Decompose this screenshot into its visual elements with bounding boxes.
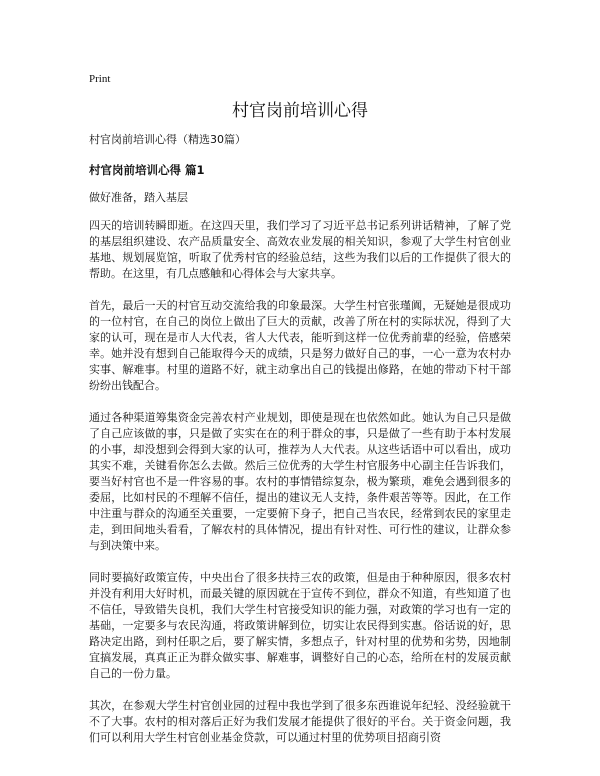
paragraph: 通过各种渠道筹集资金完善农村产业规划，即使是现在也依然如此。她认为自己只是做了自己应该做的事，只是做了实实在在的利于群众的事，只是做了一些有助于本村发展的小事，却没想到会得到大家的认可，推荐为人大代表。从这些话语中可以看出，成功其实不难，关键看你怎么去做。然后三位优秀的大学生村官服务中心副主任告诉我们，要当好村官也不是一件容易的事。农村的事情错综复杂，极为繁琐，难免会遇到很多的委屈，比如村民的不理解不信任，提出的建议无人支持，条件艰苦等等。因此，在工作中注重与群众的沟通至关重要，一定要俯下身子，把自己当农民，经常到农民的家里走走，到田间地头看看，了解农村的具体情况，提出有针对性、可行性的建议，让群众参与到决策中来。: [89, 411, 511, 552]
paragraph: 同时要搞好政策宣传，中央出台了很多扶持三农的政策，但是由于种种原因，很多农村并没有利用大好时机，而最关键的原因就在于宣传不到位，群众不知道，有些知道了也不信任，导致错失良机，我们大学生村官接受知识的能力强，对政策的学习也有一定的基础，一定要多与农民沟通，将政策讲解到位，切实让农民得到实惠。俗话说的好，思路决定出路，到村任职之后，要了解实情，多想点子，针对村里的优势和劣势，因地制宜搞发展，真真正正为群众做实事、解难事，调整好自己的心态，给所在村的发展贡献自己的一份力量。: [89, 571, 511, 680]
paragraph: 其次，在参观大学生村官创业园的过程中我也学到了很多东西谁说年纪轻、没经验就干不了大事。农村的相对落后正好为我们发展才能提供了很好的平台。关于资金问题，我们可以利用大学生村官创业基金贷款，可以通过村里的优势项目招商引资: [89, 699, 511, 744]
lead-line: 做好准备，踏入基层: [89, 191, 188, 204]
document-title: 村官岗前培训心得: [232, 101, 368, 121]
paragraph: 首先，最后一天的村官互动交流给我的印象最深。大学生村官张瑾阗，无疑她是很成功的一位村官，在自己的岗位上做出了巨大的贡献，改善了所在村的实际状况，得到了大家的认可，现在是市人大代表，省人大代表，能听到这样一位优秀前辈的经验，倍感荣幸。她并没有想到自己能取得今天的成绩，只是努力做好自己的事，一心一意为农村办实事、解难事。村里的道路不好，就主动拿出自己的钱提出修路，在她的带动下村干部纷纷出钱配合。: [89, 299, 511, 392]
print-label: Print: [89, 73, 111, 85]
section-heading: 村官岗前培训心得 篇1: [89, 163, 205, 177]
paragraph: 四天的培训转瞬即逝。在这四天里，我们学习了习近平总书记系列讲话精神，了解了党的基层组织建设、农产品质量安全、高效农业发展的相关知识，参观了大学生村官创业基地、规划展览馆，听取了优秀村官的经验总结，这些为我们以后的工作提供了很大的帮助。在这里，有几点感触和心得体会与大家共享。: [89, 219, 511, 280]
document-subtitle: 村官岗前培训心得（精选30篇）: [89, 133, 246, 146]
